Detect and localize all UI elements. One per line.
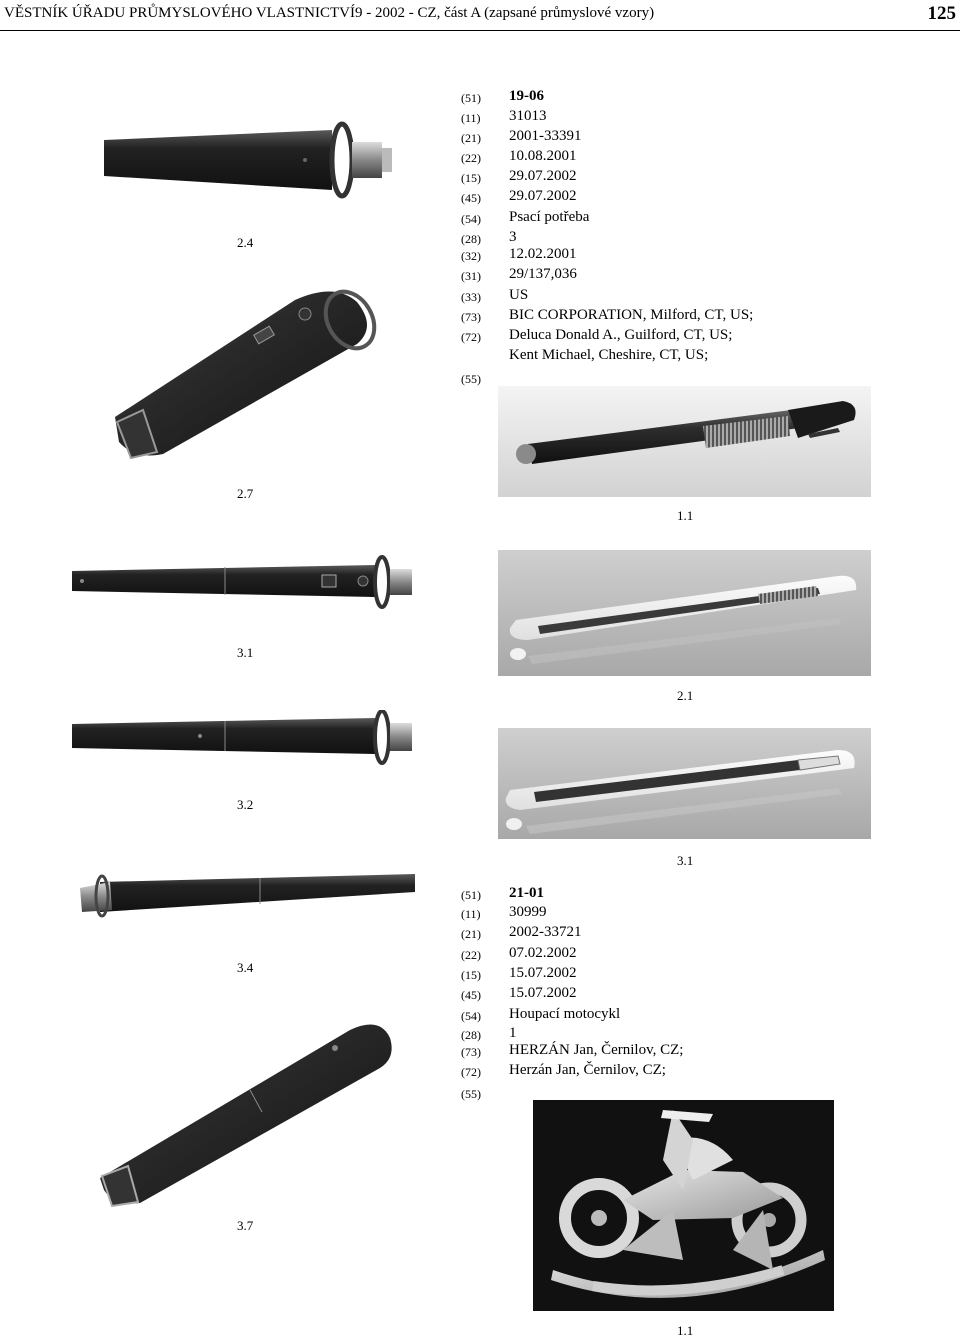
field-28: (28) 1 xyxy=(461,1025,517,1042)
field-73: (73) BIC CORPORATION, Milford, CT, US; xyxy=(461,307,754,324)
field-72: (72) Herzán Jan, Černilov, CZ; xyxy=(461,1062,666,1079)
pen-photo-1-1 xyxy=(498,386,871,497)
handle-image-2-4-perspective xyxy=(95,282,385,462)
field-11: (11) 30999 xyxy=(461,904,547,921)
field-45: (45) 15.07.2002 xyxy=(461,985,577,1002)
field-72: (72) Deluca Donald A., Guilford, CT, US; xyxy=(461,327,733,344)
field-11: (11) 31013 xyxy=(461,108,547,125)
figure-label: 3.7 xyxy=(237,1218,254,1233)
figure-label: 2.4 xyxy=(237,235,254,250)
field-31: (31) 29/137,036 xyxy=(461,266,577,283)
handle-image-3-4 xyxy=(70,868,420,923)
field-72-cont: Kent Michael, Cheshire, CT, US; xyxy=(509,347,709,363)
field-54: (54) Houpací motocykl xyxy=(461,1006,621,1023)
handle-image-2-4-side xyxy=(100,120,400,208)
handle-image-3-7 xyxy=(90,1008,400,1208)
field-73: (73) HERZÁN Jan, Černilov, CZ; xyxy=(461,1042,684,1059)
page-number: 125 xyxy=(927,3,956,24)
field-55: (55) xyxy=(461,372,481,386)
handle-image-3-1 xyxy=(70,555,420,610)
rocking-motorcycle-photo xyxy=(533,1100,834,1311)
page-header xyxy=(0,0,960,31)
pen-photo-2-1 xyxy=(498,550,871,676)
field-55: (55) xyxy=(461,1087,481,1101)
figure-label: 2.1 xyxy=(677,688,694,703)
field-22: (22) 10.08.2001 xyxy=(461,148,577,165)
figure-label: 1.1 xyxy=(677,1323,694,1338)
field-28: (28) 3 xyxy=(461,229,517,246)
figure-label: 2.7 xyxy=(237,486,254,501)
figure-label: 3.1 xyxy=(677,853,694,868)
field-54: (54) Psací potřeba xyxy=(461,209,590,226)
figure-label: 3.2 xyxy=(237,797,254,812)
handle-image-3-2 xyxy=(70,710,420,770)
field-22: (22) 07.02.2002 xyxy=(461,945,577,962)
figure-label: 3.1 xyxy=(237,645,254,660)
figure-label: 1.1 xyxy=(677,508,694,523)
field-51: (51) 21-01 xyxy=(461,885,544,902)
field-15: (15) 15.07.2002 xyxy=(461,965,577,982)
field-33: (33) US xyxy=(461,287,529,304)
figure-label: 3.4 xyxy=(237,960,254,975)
field-51: (51) 19-06 xyxy=(461,88,544,105)
journal-title: VĚSTNÍK ÚŘADU PRŮMYSLOVÉHO VLASTNICTVÍ9 - 2002 - CZ, část A (zapsané průmyslové vzory) xyxy=(4,5,655,21)
field-21: (21) 2001-33391 xyxy=(461,128,582,145)
field-32: (32) 12.02.2001 xyxy=(461,246,577,263)
field-45: (45) 29.07.2002 xyxy=(461,188,577,205)
field-15: (15) 29.07.2002 xyxy=(461,168,577,185)
field-21: (21) 2002-33721 xyxy=(461,924,582,941)
pen-photo-3-1 xyxy=(498,728,871,839)
